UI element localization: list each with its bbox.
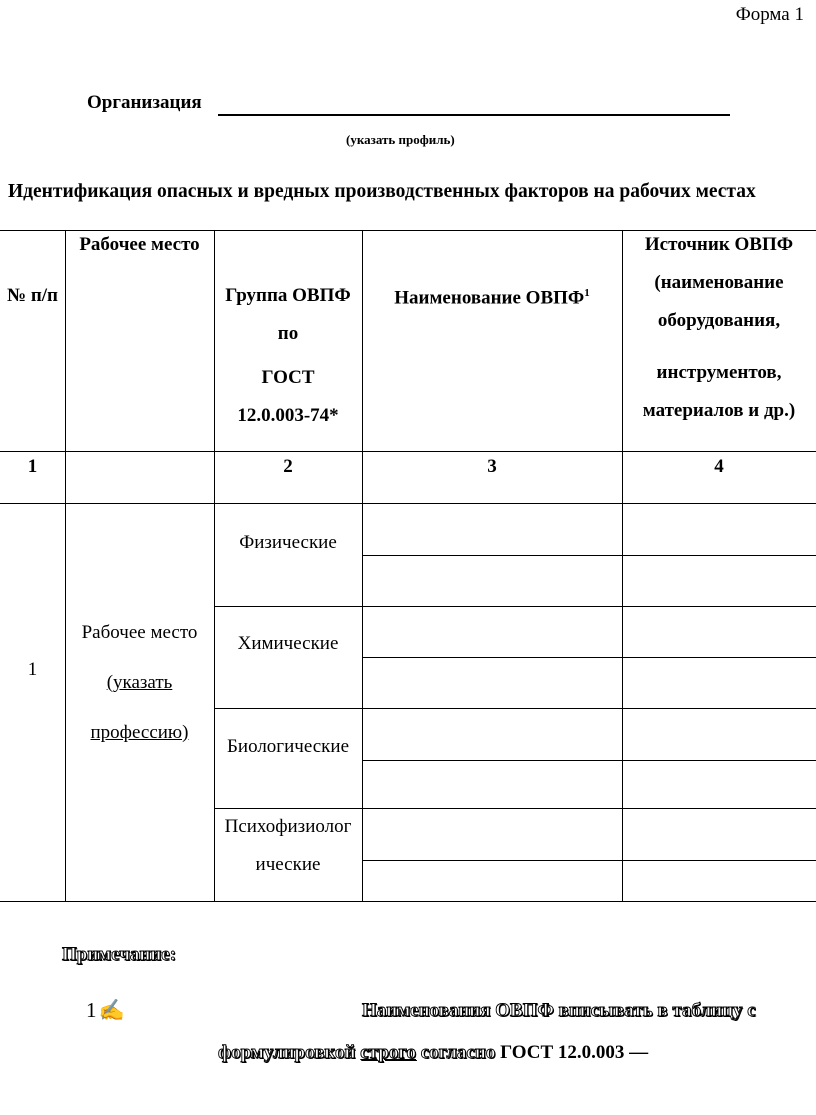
workplace-line: Рабочее место bbox=[81, 622, 198, 643]
table-subrow-line bbox=[362, 760, 816, 761]
document-title: Идентификация опасных и вредных производственных факторов на рабочих местах bbox=[8, 181, 756, 202]
table-border-bottom bbox=[0, 901, 816, 902]
group-physical: Физические bbox=[239, 532, 337, 553]
organization-input-line[interactable] bbox=[218, 114, 730, 116]
header-group-line: по bbox=[277, 323, 299, 344]
header-source-line: инструментов, bbox=[656, 362, 782, 383]
table-group-line bbox=[214, 708, 816, 709]
header-source-line: (наименование bbox=[654, 272, 784, 293]
col-number-1: 1 bbox=[27, 456, 38, 477]
note-word: ГОСТ 12.0.003 — bbox=[500, 1042, 649, 1063]
organization-label: Организация bbox=[87, 92, 202, 113]
form-number: Форма 1 bbox=[735, 4, 804, 25]
footnote-writing-icon: 1✍ bbox=[86, 998, 127, 1022]
note-word: формулировкой bbox=[218, 1042, 356, 1063]
table-group-line bbox=[214, 606, 816, 607]
note-word: согласно bbox=[420, 1042, 496, 1063]
table-subrow-line bbox=[362, 860, 816, 861]
group-psychophysiological bbox=[214, 808, 362, 884]
header-group-line: 12.0.003-74* bbox=[237, 405, 339, 426]
note-text-line1: Наименования ОВПФ вписывать в таблицу с bbox=[362, 1000, 756, 1021]
col-number-2: 2 bbox=[283, 456, 293, 477]
header-group-line: ГОСТ bbox=[261, 367, 315, 388]
group-line: Психофизиолог bbox=[224, 816, 352, 837]
header-group-line: Группа ОВПФ bbox=[225, 285, 351, 306]
table-col-line bbox=[362, 230, 363, 902]
header-group bbox=[214, 277, 362, 435]
header-source-line: оборудования, bbox=[657, 310, 781, 331]
header-name bbox=[362, 274, 622, 317]
group-chemical: Химические bbox=[237, 633, 339, 654]
note-title: Примечание: bbox=[62, 944, 177, 965]
header-name-text: Наименование ОВПФ bbox=[394, 287, 585, 309]
group-biological: Биологические bbox=[227, 736, 349, 757]
header-source-line: Источник ОВПФ bbox=[644, 234, 794, 255]
note-text-line2 bbox=[218, 1042, 648, 1064]
workplace-line: профессию) bbox=[90, 722, 189, 743]
note-word: строго bbox=[360, 1042, 416, 1063]
header-source bbox=[622, 226, 816, 430]
table-subrow-line bbox=[362, 555, 816, 556]
table-subrow-line bbox=[362, 657, 816, 658]
group-line: ические bbox=[255, 854, 321, 875]
profile-hint: (указать профиль) bbox=[346, 132, 455, 147]
header-source-line: материалов и др.) bbox=[642, 400, 796, 421]
row-workplace bbox=[65, 608, 214, 758]
header-workplace: Рабочее место bbox=[79, 234, 200, 255]
row-number: 1 bbox=[27, 659, 38, 680]
col-number-4: 4 bbox=[714, 456, 724, 477]
table-border-numbers bbox=[0, 503, 816, 504]
col-number-3: 3 bbox=[487, 456, 497, 477]
footnote-mark: 1 bbox=[584, 287, 590, 299]
workplace-line: (указать bbox=[106, 672, 173, 693]
table-col-line bbox=[65, 230, 66, 902]
header-num: № п/п bbox=[6, 285, 59, 306]
